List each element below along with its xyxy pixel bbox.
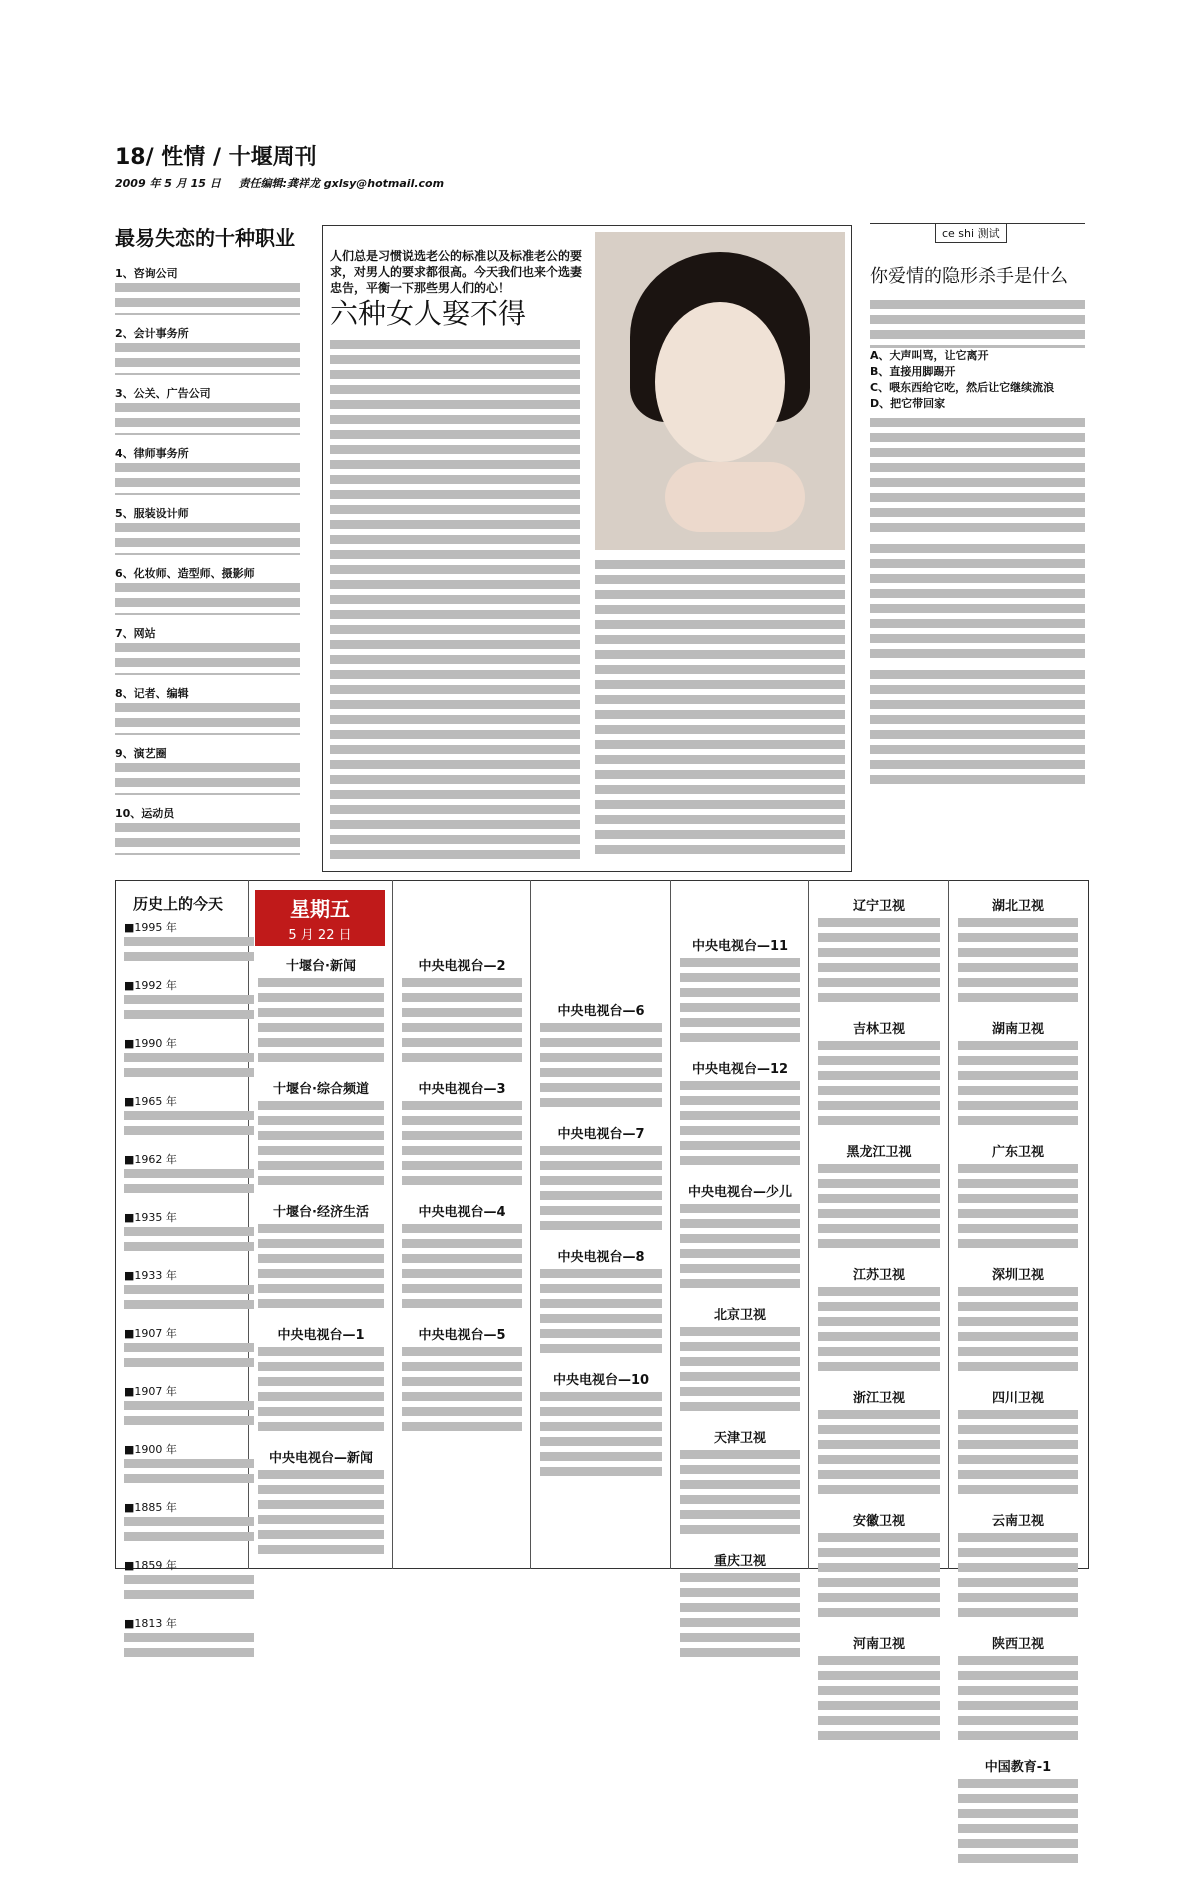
channel-schedule — [680, 1573, 800, 1663]
channel-name: 深圳卫视 — [991, 1268, 1044, 1283]
history-item: ■1962 年 — [124, 1152, 254, 1197]
channel-schedule — [402, 1347, 522, 1437]
channel-schedule — [958, 918, 1078, 1008]
job-item-title: 7、网站 — [115, 627, 156, 640]
channel-schedule — [958, 1410, 1078, 1500]
quiz-option: B、直接用脚踢开 — [870, 365, 956, 378]
tv-column-2 — [252, 955, 390, 1570]
channel-schedule — [258, 1224, 384, 1314]
channel-schedule — [540, 1269, 662, 1359]
history-item: ■1859 年 — [124, 1558, 254, 1603]
channel-name: 浙江卫视 — [852, 1391, 905, 1406]
channel-schedule — [680, 958, 800, 1048]
channel-schedule — [540, 1146, 662, 1236]
channel-name: 四川卫视 — [991, 1391, 1044, 1406]
history-item: ■1907 年 — [124, 1326, 254, 1371]
quiz-option: C、喂东西给它吃，然后让它继续流浪 — [870, 381, 1055, 394]
channel-schedule — [402, 978, 522, 1068]
channel-name: 黑龙江卫视 — [846, 1145, 912, 1160]
masthead — [115, 140, 1095, 191]
channel-name: 中央电视台—8 — [557, 1250, 645, 1265]
history-item: ■1935 年 — [124, 1210, 254, 1255]
job-item — [115, 265, 300, 315]
channel-schedule — [540, 1392, 662, 1482]
channel-name: 天津卫视 — [713, 1431, 766, 1446]
channel-schedule — [402, 1224, 522, 1314]
job-item — [115, 325, 300, 375]
channel-schedule — [958, 1287, 1078, 1377]
left-article-list — [115, 265, 300, 865]
job-item — [115, 565, 300, 615]
channel-schedule — [818, 1410, 940, 1500]
tv-column-5 — [674, 935, 806, 1673]
channel-name: 中央电视台—7 — [557, 1127, 645, 1142]
channel-name: 中央电视台—少儿 — [687, 1185, 792, 1200]
channel-schedule — [680, 1450, 800, 1540]
history-item: ■1965 年 — [124, 1094, 254, 1139]
history-item: ■1992 年 — [124, 978, 254, 1023]
tv-column-6 — [812, 895, 946, 1756]
channel-schedule — [818, 918, 940, 1008]
channel-schedule — [680, 1327, 800, 1417]
history-item: ■1900 年 — [124, 1442, 254, 1487]
job-item-title: 1、咨询公司 — [115, 267, 178, 280]
editor-credit: 责任编辑:龚祥龙 gxlsy@hotmail.com — [238, 177, 445, 190]
channel-name: 吉林卫视 — [852, 1022, 905, 1037]
channel-name: 中央电视台—新闻 — [268, 1451, 373, 1466]
job-item-title: 10、运动员 — [115, 807, 175, 820]
channel-name: 十堰台·综合频道 — [273, 1082, 369, 1097]
job-item-title: 3、公关、广告公司 — [115, 387, 211, 400]
job-item — [115, 625, 300, 675]
channel-name: 河南卫视 — [852, 1637, 905, 1652]
channel-name: 中央电视台—4 — [418, 1205, 506, 1220]
quiz-badge: ce shi 测试 — [935, 223, 1007, 243]
job-item-title: 2、会计事务所 — [115, 327, 189, 340]
quiz-option: A、大声叫骂，让它离开 — [870, 349, 989, 362]
channel-name: 江苏卫视 — [852, 1268, 905, 1283]
date-banner: 星期五 5 月 22 日 — [255, 890, 385, 946]
job-item — [115, 505, 300, 555]
history-item: ■1813 年 — [124, 1616, 254, 1661]
channel-name: 湖南卫视 — [991, 1022, 1044, 1037]
job-item-title: 6、化妆师、造型师、摄影师 — [115, 567, 255, 580]
job-item — [115, 745, 300, 795]
channel-name: 中央电视台—12 — [691, 1062, 789, 1077]
channel-name: 十堰台·经济生活 — [273, 1205, 369, 1220]
channel-schedule — [818, 1164, 940, 1254]
channel-name: 中央电视台—1 — [277, 1328, 365, 1343]
center-article-intro: 人们总是习惯说选老公的标准以及标准老公的要求，对男人的要求都很高。今天我们也来个选妻忠告，平衡一下那些男人们的心！ — [330, 249, 583, 295]
history-item: ■1933 年 — [124, 1268, 254, 1313]
channel-name: 湖北卫视 — [991, 899, 1044, 914]
channel-schedule — [818, 1287, 940, 1377]
channel-name: 十堰台·新闻 — [286, 959, 356, 974]
section-title: 18/ 性情 / 十堰周刊 — [115, 145, 317, 170]
left-article-title: 最易失恋的十种职业 — [115, 226, 295, 250]
channel-schedule — [680, 1204, 800, 1294]
channel-name: 重庆卫视 — [713, 1554, 766, 1569]
channel-schedule — [818, 1656, 940, 1746]
history-title: 历史上的今天 — [133, 895, 224, 913]
job-item — [115, 385, 300, 435]
channel-schedule — [258, 1470, 384, 1560]
channel-schedule — [402, 1101, 522, 1191]
channel-name: 辽宁卫视 — [852, 899, 905, 914]
issue-date: 2009 年 5 月 15 日 — [115, 177, 221, 190]
channel-schedule — [958, 1779, 1078, 1869]
channel-name: 中央电视台—2 — [418, 959, 506, 974]
job-item — [115, 805, 300, 855]
tv-column-3 — [396, 955, 528, 1447]
channel-name: 中央电视台—10 — [552, 1373, 650, 1388]
channel-name: 陕西卫视 — [991, 1637, 1044, 1652]
job-item-title: 9、演艺圈 — [115, 747, 167, 760]
history-item: ■1995 年 — [124, 920, 254, 965]
channel-name: 中国教育-1 — [984, 1760, 1052, 1775]
history-list — [124, 920, 254, 1674]
article-photo — [595, 232, 845, 550]
channel-schedule — [958, 1164, 1078, 1254]
history-item: ■1885 年 — [124, 1500, 254, 1545]
channel-schedule — [540, 1023, 662, 1113]
channel-schedule — [818, 1533, 940, 1623]
channel-schedule — [958, 1656, 1078, 1746]
center-article-title: 六种女人娶不得 — [330, 297, 527, 330]
channel-schedule — [958, 1533, 1078, 1623]
center-article-body-left — [330, 340, 580, 860]
quiz-option: D、把它带回家 — [870, 397, 946, 410]
job-item — [115, 685, 300, 735]
quiz-body — [870, 300, 1085, 790]
channel-name: 中央电视台—5 — [418, 1328, 506, 1343]
channel-name: 广东卫视 — [991, 1145, 1044, 1160]
job-item-title: 5、服装设计师 — [115, 507, 189, 520]
job-item-title: 8、记者、编辑 — [115, 687, 189, 700]
channel-schedule — [258, 1347, 384, 1437]
quiz-title: 你爱情的隐形杀手是什么 — [870, 266, 1068, 287]
job-item — [115, 445, 300, 495]
channel-schedule — [680, 1081, 800, 1171]
channel-schedule — [958, 1041, 1078, 1131]
channel-name: 安徽卫视 — [852, 1514, 905, 1529]
tv-column-7 — [952, 895, 1084, 1879]
history-item: ■1990 年 — [124, 1036, 254, 1081]
history-item: ■1907 年 — [124, 1384, 254, 1429]
channel-name: 北京卫视 — [713, 1308, 766, 1323]
channel-name: 中央电视台—11 — [691, 939, 789, 954]
center-article-body-right — [595, 560, 845, 860]
channel-schedule — [258, 978, 384, 1068]
job-item-title: 4、律师事务所 — [115, 447, 189, 460]
channel-schedule — [258, 1101, 384, 1191]
channel-schedule — [818, 1041, 940, 1131]
channel-name: 中央电视台—3 — [418, 1082, 506, 1097]
channel-name: 云南卫视 — [991, 1514, 1044, 1529]
channel-name: 中央电视台—6 — [557, 1004, 645, 1019]
tv-column-4 — [534, 1000, 668, 1492]
